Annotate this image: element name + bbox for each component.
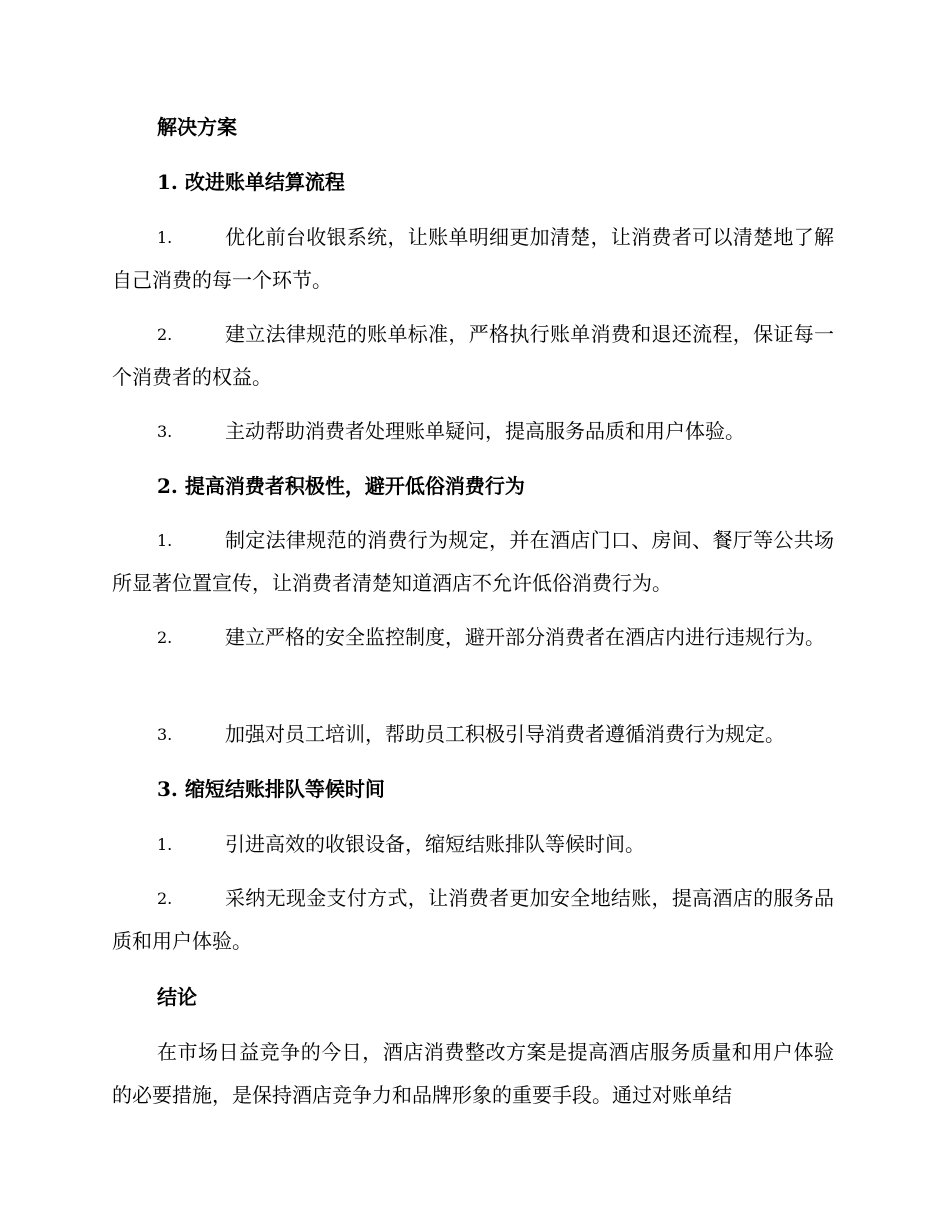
list-item-text: 制定法律规范的消费行为规定，并在酒店门口、房间、餐厅等公共场所显著位置宣传，让消费者清楚知道酒店不允许低俗消费行为。 xyxy=(112,528,834,595)
list-item-text: 主动帮助消费者处理账单疑问，提高服务品质和用户体验。 xyxy=(225,419,745,443)
list-item xyxy=(112,216,834,302)
list-item xyxy=(112,823,834,866)
list-item-number: 2. xyxy=(157,325,173,344)
heading-section-2: 2. 提高消费者积极性，避开低俗消费行为 xyxy=(157,474,525,498)
heading-section-1: 1. 改进账单结算流程 xyxy=(157,170,345,194)
list-item xyxy=(112,519,834,605)
list-item-number: 1. xyxy=(157,531,173,550)
list-item xyxy=(112,410,834,453)
heading-conclusion: 结论 xyxy=(157,985,197,1009)
list-item-number: 3. xyxy=(157,422,173,441)
list-item-text: 采纳无现金支付方式，让消费者更加安全地结账，提高酒店的服务品质和用户体验。 xyxy=(112,886,834,953)
list-item-text: 建立严格的安全监控制度，避开部分消费者在酒店内进行违规行为。 xyxy=(225,625,825,649)
heading-section-3: 3. 缩短结账排队等候时间 xyxy=(157,777,385,801)
list-item-text: 优化前台收银系统，让账单明细更加清楚，让消费者可以清楚地了解自己消费的每一个环节。 xyxy=(112,225,834,292)
list-item-text: 加强对员工培训，帮助员工积极引导消费者遵循消费行为规定。 xyxy=(225,722,785,746)
list-item xyxy=(112,313,834,399)
list-item-text: 建立法律规范的账单标准，严格执行账单消费和退还流程，保证每一个消费者的权益。 xyxy=(112,322,834,389)
conclusion-paragraph: 在市场日益竞争的今日，酒店消费整改方案是提高酒店服务质量和用户体验的必要措施，是保持酒店竞争力和品牌形象的重要手段。通过对账单结 xyxy=(112,1040,834,1107)
list-item-number: 1. xyxy=(157,835,173,854)
list-item-number: 1. xyxy=(157,228,173,247)
list-item xyxy=(112,713,834,756)
heading-solution: 解决方案 xyxy=(157,115,237,139)
list-item-number: 2. xyxy=(157,628,173,647)
list-item xyxy=(112,616,834,659)
list-item-number: 3. xyxy=(157,725,173,744)
list-item xyxy=(112,877,834,963)
list-item-number: 2. xyxy=(157,889,173,908)
list-item-text: 引进高效的收银设备，缩短结账排队等候时间。 xyxy=(225,832,645,856)
